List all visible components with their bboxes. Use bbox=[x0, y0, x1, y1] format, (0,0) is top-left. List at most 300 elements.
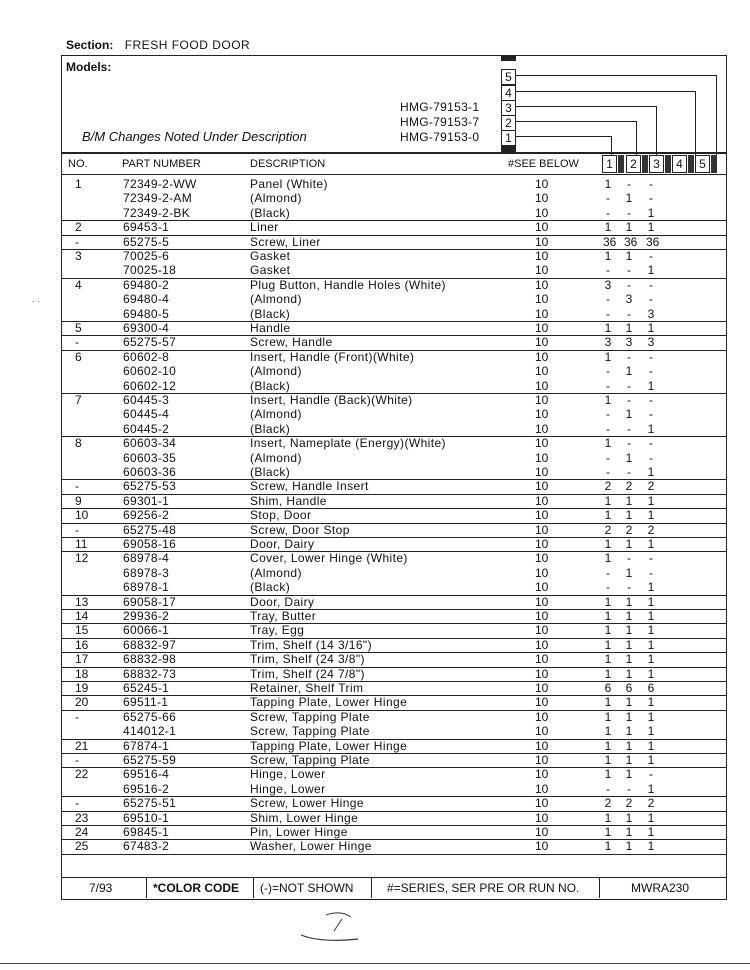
description: Insert, Nameplate (Energy)(White) bbox=[250, 436, 446, 451]
table-row bbox=[61, 580, 727, 595]
qty-col-2: - bbox=[627, 551, 631, 566]
see-below: 10 bbox=[535, 652, 549, 667]
table-row bbox=[61, 479, 727, 494]
scan-specks: · · bbox=[32, 296, 41, 306]
footer-series-note: #=SERIES, SER PRE OR RUN NO. bbox=[387, 881, 580, 895]
qty-col-2: 1 bbox=[625, 666, 633, 681]
row-no: 21 bbox=[75, 738, 89, 753]
qty-col-1: 1 bbox=[604, 220, 612, 235]
qty-col-3: 1 bbox=[647, 652, 655, 667]
section-value: FRESH FOOD DOOR bbox=[124, 38, 251, 52]
row-no: 22 bbox=[75, 767, 89, 782]
part-number: 60066-1 bbox=[123, 623, 170, 638]
table-row bbox=[61, 263, 727, 278]
qty-col-2: - bbox=[627, 781, 631, 796]
description: Pin, Lower Hinge bbox=[250, 825, 348, 839]
col-divider bbox=[642, 155, 648, 173]
qty-col-2: - bbox=[627, 306, 631, 321]
header-part-number: PART NUMBER bbox=[122, 158, 201, 170]
table-row bbox=[61, 537, 727, 552]
row-no: - bbox=[75, 335, 79, 350]
see-below: 10 bbox=[535, 335, 549, 350]
qty-col-1: 1 bbox=[604, 767, 612, 782]
qty-col-3: - bbox=[649, 292, 653, 307]
qty-col-3: 2 bbox=[647, 522, 655, 537]
qty-col-1: 1 bbox=[604, 637, 612, 652]
part-number: 65275-51 bbox=[123, 796, 177, 811]
footer-not-shown: (-)=NOT SHOWN bbox=[260, 881, 354, 895]
qty-col-3: 1 bbox=[647, 623, 655, 638]
description: Door, Dairy bbox=[250, 537, 315, 551]
row-no: - bbox=[75, 753, 79, 767]
see-below: 10 bbox=[535, 796, 549, 811]
qty-col-3: - bbox=[649, 436, 653, 451]
qty-col-1: 1 bbox=[604, 249, 612, 263]
description: Screw, Handle Insert bbox=[250, 479, 369, 494]
qty-col-3: 1 bbox=[647, 465, 655, 479]
model-name: HMG-79153-1 bbox=[400, 100, 480, 114]
qty-col-1: 1 bbox=[604, 393, 612, 407]
qty-col-1: 6 bbox=[604, 681, 612, 695]
see-below: 10 bbox=[535, 364, 549, 379]
qty-col-1: 1 bbox=[604, 321, 612, 335]
see-below: 10 bbox=[535, 421, 549, 436]
table-row bbox=[61, 494, 727, 509]
row-no: 9 bbox=[75, 493, 82, 508]
qty-col-3: 1 bbox=[647, 709, 655, 724]
description: (Black) bbox=[250, 306, 291, 321]
qty-col-3: 6 bbox=[647, 681, 655, 695]
qty-col-2: - bbox=[627, 436, 631, 451]
series-box: 4 bbox=[501, 85, 516, 101]
description: Tray, Butter bbox=[250, 609, 317, 623]
qty-col-3: 1 bbox=[647, 695, 655, 710]
row-no: - bbox=[75, 479, 79, 494]
qty-col-3: - bbox=[649, 551, 653, 566]
see-below: 10 bbox=[535, 349, 549, 364]
part-number: 65275-5 bbox=[123, 234, 170, 249]
description: Screw, Liner bbox=[250, 234, 321, 249]
footer-divider bbox=[146, 878, 147, 898]
description: Screw, Handle bbox=[250, 335, 333, 350]
see-below: 10 bbox=[535, 839, 549, 854]
see-below: 10 bbox=[535, 249, 549, 263]
part-number: 70025-6 bbox=[123, 249, 170, 263]
qty-col-3: 1 bbox=[647, 738, 655, 753]
models-label: Models: bbox=[66, 60, 112, 74]
qty-col-3: 1 bbox=[647, 839, 655, 854]
part-number: 69301-1 bbox=[123, 493, 170, 508]
description: Insert, Handle (Front)(White) bbox=[250, 349, 415, 364]
qty-col-2: - bbox=[627, 205, 631, 220]
part-number: 69845-1 bbox=[123, 825, 170, 839]
description: Panel (White) bbox=[250, 177, 328, 191]
table-row bbox=[61, 307, 727, 322]
qty-col-1: 1 bbox=[604, 825, 612, 839]
row-no: 19 bbox=[75, 681, 89, 695]
description: Screw, Tapping Plate bbox=[250, 724, 370, 739]
see-below: 10 bbox=[535, 393, 549, 407]
table-row bbox=[61, 724, 727, 739]
model-name: HMG-79153-0 bbox=[400, 130, 480, 144]
qty-col-3: 3 bbox=[647, 335, 655, 350]
qty-col-1: - bbox=[606, 565, 610, 580]
see-below: 10 bbox=[535, 234, 549, 249]
see-below: 10 bbox=[535, 263, 549, 278]
qty-col-3: - bbox=[649, 393, 653, 407]
qty-col-2: - bbox=[627, 378, 631, 393]
qty-col-1: - bbox=[606, 364, 610, 379]
qty-col-3: - bbox=[649, 565, 653, 580]
qty-col-3: - bbox=[649, 407, 653, 422]
table-row bbox=[61, 350, 727, 364]
part-number: 69516-4 bbox=[123, 767, 170, 782]
qty-col-1: 1 bbox=[604, 508, 612, 523]
connector-line bbox=[516, 91, 695, 92]
qty-col-3: - bbox=[649, 767, 653, 782]
row-no: 2 bbox=[75, 220, 82, 235]
part-number: 60445-2 bbox=[123, 421, 170, 436]
qty-col-1: 1 bbox=[604, 551, 612, 566]
description: Handle bbox=[250, 321, 291, 335]
qty-col-3: - bbox=[649, 177, 653, 191]
qty-col-1: - bbox=[606, 465, 610, 479]
qty-col-3: 1 bbox=[647, 537, 655, 551]
row-no: 13 bbox=[75, 594, 89, 609]
qty-col-1: - bbox=[606, 292, 610, 307]
qty-col-2: 3 bbox=[625, 335, 633, 350]
part-number: 72349-2-WW bbox=[123, 177, 197, 191]
qty-col-1: 2 bbox=[604, 479, 612, 494]
qty-col-1: 1 bbox=[604, 652, 612, 667]
part-number: 68832-97 bbox=[123, 637, 177, 652]
col-divider bbox=[688, 155, 694, 173]
see-below: 10 bbox=[535, 753, 549, 767]
see-below: 10 bbox=[535, 465, 549, 479]
description: Shim, Lower Hinge bbox=[250, 810, 359, 825]
see-below: 10 bbox=[535, 825, 549, 839]
qty-col-2: 1 bbox=[625, 565, 633, 580]
description: Stop, Door bbox=[250, 508, 312, 523]
connector-line bbox=[516, 75, 716, 76]
part-number: 60603-36 bbox=[123, 465, 177, 479]
qty-col-2: 1 bbox=[625, 321, 633, 335]
table-row bbox=[61, 710, 727, 724]
table-row bbox=[61, 796, 727, 811]
qty-col-1: 1 bbox=[604, 695, 612, 710]
qty-col-3: 1 bbox=[647, 205, 655, 220]
part-number: 60602-12 bbox=[123, 378, 177, 393]
header-rule bbox=[61, 152, 727, 154]
row-no: 14 bbox=[75, 609, 89, 623]
qty-col-1: - bbox=[606, 580, 610, 595]
col-divider bbox=[618, 155, 624, 173]
connector-line bbox=[516, 136, 611, 137]
see-below: 10 bbox=[535, 781, 549, 796]
see-below: 10 bbox=[535, 565, 549, 580]
table-row bbox=[61, 177, 727, 191]
table-row bbox=[61, 465, 727, 480]
qty-col-3: 1 bbox=[647, 753, 655, 767]
qty-col-3: 3 bbox=[647, 306, 655, 321]
qty-col-2: 2 bbox=[625, 796, 633, 811]
part-number: 65245-1 bbox=[123, 681, 170, 695]
qty-col-1: - bbox=[606, 263, 610, 278]
see-below: 10 bbox=[535, 450, 549, 465]
see-below: 10 bbox=[535, 709, 549, 724]
qty-col-3: 1 bbox=[647, 666, 655, 681]
qty-col-3: 1 bbox=[647, 637, 655, 652]
row-no: 3 bbox=[75, 249, 82, 263]
series-box: 3 bbox=[501, 100, 516, 116]
qty-col-2: 1 bbox=[625, 623, 633, 638]
qty-col-2: 1 bbox=[625, 825, 633, 839]
col-divider bbox=[665, 155, 671, 173]
description: Liner bbox=[250, 220, 279, 235]
see-below: 10 bbox=[535, 522, 549, 537]
see-below: 10 bbox=[535, 738, 549, 753]
qty-col-3: - bbox=[649, 277, 653, 292]
part-number: 68832-73 bbox=[123, 666, 177, 681]
header-col: 1 bbox=[602, 155, 617, 173]
qty-col-1: 1 bbox=[604, 436, 612, 451]
qty-col-3: - bbox=[649, 364, 653, 379]
table-row bbox=[61, 623, 727, 638]
part-number: 67874-1 bbox=[123, 738, 170, 753]
table-row bbox=[61, 782, 727, 797]
qty-col-3: 1 bbox=[647, 810, 655, 825]
qty-col-1: 2 bbox=[604, 796, 612, 811]
part-number: 69480-4 bbox=[123, 292, 170, 307]
table-row bbox=[61, 595, 727, 610]
connector-line bbox=[695, 91, 696, 155]
see-below: 10 bbox=[535, 220, 549, 235]
part-number: 65275-59 bbox=[123, 753, 177, 767]
row-no: 5 bbox=[75, 321, 82, 335]
qty-col-2: 1 bbox=[625, 767, 633, 782]
description: Gasket bbox=[250, 263, 291, 278]
footer bbox=[61, 877, 727, 898]
row-no: 20 bbox=[75, 695, 89, 710]
qty-col-2: - bbox=[627, 263, 631, 278]
description: (Black) bbox=[250, 580, 291, 595]
see-below: 10 bbox=[535, 508, 549, 523]
table-row bbox=[61, 681, 727, 696]
part-number: 65275-53 bbox=[123, 479, 177, 494]
qty-col-2: 1 bbox=[625, 695, 633, 710]
row-no: 18 bbox=[75, 666, 89, 681]
qty-col-3: 2 bbox=[647, 796, 655, 811]
qty-col-3: - bbox=[649, 191, 653, 206]
description: (Almond) bbox=[250, 407, 302, 422]
header-description: DESCRIPTION bbox=[250, 158, 326, 170]
qty-col-1: 1 bbox=[604, 349, 612, 364]
qty-col-2: 1 bbox=[625, 652, 633, 667]
qty-col-1: - bbox=[606, 421, 610, 436]
qty-col-3: 1 bbox=[647, 263, 655, 278]
qty-col-1: 1 bbox=[604, 724, 612, 739]
qty-col-3: 1 bbox=[647, 220, 655, 235]
table-row bbox=[61, 451, 727, 465]
qty-col-1: - bbox=[606, 450, 610, 465]
part-number: 69511-1 bbox=[123, 695, 169, 710]
part-number: 68978-4 bbox=[123, 551, 170, 566]
qty-col-2: 1 bbox=[625, 537, 633, 551]
row-no: 4 bbox=[75, 277, 82, 292]
qty-col-2: 1 bbox=[625, 191, 633, 206]
table-row bbox=[61, 566, 727, 580]
table-row bbox=[61, 508, 727, 523]
qty-col-1: - bbox=[606, 306, 610, 321]
part-number: 68978-1 bbox=[123, 580, 170, 595]
description: Hinge, Lower bbox=[250, 781, 326, 796]
qty-col-1: 1 bbox=[604, 810, 612, 825]
row-no: - bbox=[75, 709, 79, 724]
qty-col-1: 1 bbox=[604, 738, 612, 753]
table-row bbox=[61, 695, 727, 710]
description: (Black) bbox=[250, 465, 291, 479]
footer-divider bbox=[599, 878, 600, 898]
description: Washer, Lower Hinge bbox=[250, 839, 372, 854]
qty-col-3: - bbox=[649, 249, 653, 263]
table-row bbox=[61, 206, 727, 221]
part-number: 69256-2 bbox=[123, 508, 170, 523]
part-number: 60602-8 bbox=[123, 349, 170, 364]
model-name: HMG-79153-7 bbox=[400, 115, 480, 129]
qty-col-2: 1 bbox=[625, 724, 633, 739]
description: Door, Dairy bbox=[250, 594, 315, 609]
table-row bbox=[61, 436, 727, 450]
part-number: 65275-66 bbox=[123, 709, 177, 724]
qty-col-2: 1 bbox=[625, 709, 633, 724]
qty-col-2: - bbox=[627, 177, 631, 191]
see-below: 10 bbox=[535, 205, 549, 220]
see-below: 10 bbox=[535, 594, 549, 609]
table-row bbox=[61, 652, 727, 667]
qty-col-2: - bbox=[627, 349, 631, 364]
qty-col-1: - bbox=[606, 407, 610, 422]
description: Cover, Lower Hinge (White) bbox=[250, 551, 408, 566]
part-number: 69058-16 bbox=[123, 537, 177, 551]
part-number: 29936-2 bbox=[123, 609, 170, 623]
row-no: 8 bbox=[75, 436, 82, 451]
see-below: 10 bbox=[535, 767, 549, 782]
qty-col-3: 1 bbox=[647, 493, 655, 508]
qty-col-3: 1 bbox=[647, 609, 655, 623]
qty-col-3: 36 bbox=[646, 234, 660, 249]
table-row bbox=[61, 407, 727, 421]
part-number: 69300-4 bbox=[123, 321, 170, 335]
part-number: 60602-10 bbox=[123, 364, 177, 379]
see-below: 10 bbox=[535, 695, 549, 710]
qty-col-2: - bbox=[627, 277, 631, 292]
qty-col-2: 1 bbox=[625, 609, 633, 623]
description: Screw, Tapping Plate bbox=[250, 709, 370, 724]
connector-line bbox=[516, 106, 656, 107]
table-row bbox=[61, 393, 727, 407]
bm-changes-note: B/M Changes Noted Under Description bbox=[82, 129, 307, 144]
see-below: 10 bbox=[535, 681, 549, 695]
description: Tray, Egg bbox=[250, 623, 305, 638]
description: Trim, Shelf (24 7/8") bbox=[250, 666, 365, 681]
table-row bbox=[61, 753, 727, 768]
see-below: 10 bbox=[535, 493, 549, 508]
see-below: 10 bbox=[535, 177, 549, 191]
footer-divider bbox=[253, 878, 254, 898]
see-below: 10 bbox=[535, 537, 549, 551]
part-number: 69480-5 bbox=[123, 306, 170, 321]
qty-col-2: 1 bbox=[625, 810, 633, 825]
col-divider bbox=[711, 155, 717, 173]
description: (Black) bbox=[250, 205, 291, 220]
qty-col-1: - bbox=[606, 205, 610, 220]
qty-col-1: 1 bbox=[604, 609, 612, 623]
row-no: - bbox=[75, 796, 79, 811]
qty-col-3: 2 bbox=[647, 479, 655, 494]
description: Screw, Tapping Plate bbox=[250, 753, 370, 767]
qty-col-1: 1 bbox=[604, 666, 612, 681]
qty-col-3: 1 bbox=[647, 781, 655, 796]
see-below: 10 bbox=[535, 666, 549, 681]
see-below: 10 bbox=[535, 810, 549, 825]
part-number: 60603-35 bbox=[123, 450, 177, 465]
row-no: - bbox=[75, 522, 79, 537]
see-below: 10 bbox=[535, 580, 549, 595]
qty-col-2: 1 bbox=[625, 220, 633, 235]
qty-col-1: - bbox=[606, 191, 610, 206]
qty-col-3: 1 bbox=[647, 580, 655, 595]
part-number: 69510-1 bbox=[123, 810, 170, 825]
row-no: 23 bbox=[75, 810, 89, 825]
row-no: 1 bbox=[75, 177, 82, 191]
table-row bbox=[61, 638, 727, 653]
connector-line bbox=[636, 121, 637, 155]
qty-col-3: 1 bbox=[647, 724, 655, 739]
see-below: 10 bbox=[535, 551, 549, 566]
description: Shim, Handle bbox=[250, 493, 327, 508]
part-number: 65275-57 bbox=[123, 335, 177, 350]
table-row bbox=[61, 249, 727, 263]
row-no: 15 bbox=[75, 623, 89, 638]
see-below: 10 bbox=[535, 479, 549, 494]
see-below: 10 bbox=[535, 191, 549, 206]
qty-col-3: 1 bbox=[647, 421, 655, 436]
description: (Almond) bbox=[250, 450, 302, 465]
qty-col-2: 2 bbox=[625, 522, 633, 537]
table-row bbox=[61, 811, 727, 826]
description: Gasket bbox=[250, 249, 291, 263]
footer-color-code: *COLOR CODE bbox=[153, 881, 240, 895]
qty-col-1: 1 bbox=[604, 594, 612, 609]
qty-col-1: 1 bbox=[604, 709, 612, 724]
qty-col-3: 1 bbox=[647, 508, 655, 523]
description: Screw, Door Stop bbox=[250, 522, 350, 537]
header-see-below: #SEE BELOW bbox=[508, 158, 579, 170]
series-bar bbox=[501, 55, 516, 61]
qty-col-1: 1 bbox=[604, 537, 612, 551]
table-row bbox=[61, 321, 727, 336]
description: Tapping Plate, Lower Hinge bbox=[250, 738, 408, 753]
qty-col-2: 1 bbox=[625, 450, 633, 465]
description: (Almond) bbox=[250, 191, 302, 206]
header-col: 3 bbox=[649, 155, 664, 173]
description: (Almond) bbox=[250, 364, 302, 379]
qty-col-3: 1 bbox=[647, 594, 655, 609]
table-row bbox=[61, 191, 727, 205]
table-row bbox=[61, 551, 727, 565]
qty-col-1: 1 bbox=[604, 623, 612, 638]
table-row bbox=[61, 278, 727, 292]
